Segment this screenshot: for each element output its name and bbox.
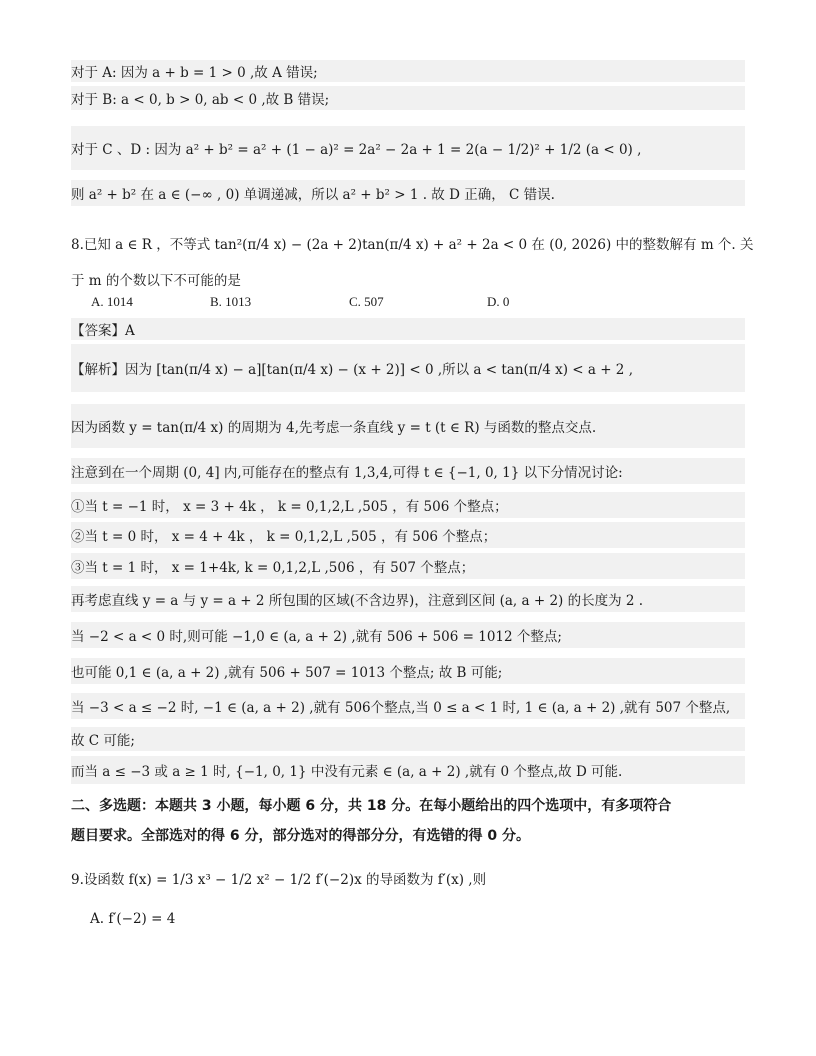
text: 当 −2 < a < 0 时,则可能 −1,0 ∈ (a, a + 2) ,就有 506 + 506 = 1012 个整点; bbox=[71, 629, 562, 645]
text: 【解析】因为 [tan(π/4 x) − a][tan(π/4 x) − (x + 2)] < 0 ,所以 a < tan(π/4 x) < a + 2 , bbox=[71, 362, 633, 378]
question-9-option-a[interactable] bbox=[90, 906, 764, 932]
text: 对于 A: 因为 a + b = 1 > 0 ,故 A 错误; bbox=[71, 65, 318, 81]
analysis-line-2 bbox=[71, 404, 745, 448]
text: 二、多选题：本题共 3 小题，每小题 6 分，共 18 分。在每小题给出的四个选项中，有多项符合 bbox=[71, 798, 672, 814]
analysis-line-3 bbox=[71, 458, 745, 484]
question-9-stem bbox=[71, 858, 745, 898]
text: 因为函数 y = tan(π/4 x) 的周期为 4,先考虑一条直线 y = t (t ∈ R) 与函数的整点交点. bbox=[71, 420, 597, 436]
text: 8.已知 a ∈ R ，不等式 tan²(π/4 x) − (2a + 2)tan(π/4 x) + a² + 2a < 0 在 (0, 2026) 中的整数解有 m 个. 关 bbox=[71, 237, 754, 253]
analysis-case-1 bbox=[71, 492, 745, 518]
analysis-line-4 bbox=[71, 586, 745, 612]
text: ①当 t = −1 时， x = 3 + 4k ， k = 0,1,2,L ,505 ，有 506 个整点； bbox=[71, 499, 508, 515]
option-c[interactable]: C. 507 bbox=[349, 294, 384, 309]
text: 题目要求。全部选对的得 6 分，部分选对的得部分分，有选错的得 0 分。 bbox=[71, 828, 530, 844]
option-d[interactable]: D. 0 bbox=[487, 294, 510, 309]
text: 对于 C 、D : 因为 a² + b² = a² + (1 − a)² = 2a² − 2a + 1 = 2(a − 1/2)² + 1/2 (a < 0) , bbox=[71, 142, 642, 158]
solution-line-conclusion bbox=[71, 180, 745, 206]
solution-line-b bbox=[71, 86, 745, 110]
text: 而当 a ≤ −3 或 a ≥ 1 时, {−1, 0, 1} 中没有元素 ∈ (a, a + 2) ,就有 0 个整点,故 D 可能. bbox=[71, 764, 623, 780]
analysis-line-8 bbox=[71, 727, 745, 751]
option-a[interactable]: A. 1014 bbox=[91, 294, 133, 309]
question-8-stem bbox=[71, 222, 754, 264]
analysis-line-5 bbox=[71, 622, 745, 648]
section-2-heading bbox=[71, 792, 745, 818]
analysis-line-6 bbox=[71, 658, 745, 684]
text: 则 a² + b² 在 a ∈ (−∞ , 0) 单调递减，所以 a² + b² > 1 . 故 D 正确， C 错误. bbox=[71, 187, 555, 203]
text: 于 m 的个数以下不可能的是 bbox=[71, 273, 241, 289]
text: 也可能 0,1 ∈ (a, a + 2) ,就有 506 + 507 = 1013 个整点; 故 B 可能; bbox=[71, 665, 503, 681]
answer-line bbox=[71, 318, 745, 340]
text: 9.设函数 f(x) = 1/3 x³ − 1/2 x² − 1/2 f′(−2)x 的导函数为 f′(x) ,则 bbox=[71, 872, 487, 888]
text: A. f′(−2) = 4 bbox=[90, 911, 176, 927]
solution-line-cd bbox=[71, 126, 745, 170]
question-8-stem-cont bbox=[71, 268, 745, 290]
text: 当 −3 < a ≤ −2 时, −1 ∈ (a, a + 2) ,就有 506个整点,当 0 ≤ a < 1 时, 1 ∈ (a, a + 2) ,就有 507 个整点, bbox=[71, 700, 731, 716]
analysis-line-7 bbox=[71, 693, 745, 719]
text: 注意到在一个周期 (0, 4] 内,可能存在的整点有 1,3,4,可得 t ∈ {−1, 0, 1} 以下分情况讨论: bbox=[71, 465, 623, 481]
text: ③当 t = 1 时， x = 1+4k, k = 0,1,2,L ,506 ，有 507 个整点； bbox=[71, 560, 475, 576]
text: 对于 B: a < 0, b > 0, ab < 0 ,故 B 错误; bbox=[71, 92, 330, 108]
option-b[interactable]: B. 1013 bbox=[210, 294, 252, 309]
analysis-case-2 bbox=[71, 522, 745, 548]
text: 故 C 可能; bbox=[71, 733, 135, 749]
analysis-line-9 bbox=[71, 756, 745, 784]
text: 再考虑直线 y = a 与 y = a + 2 所包围的区域(不含边界)，注意到区间 (a, a + 2) 的长度为 2 . bbox=[71, 593, 644, 609]
text: ②当 t = 0 时， x = 4 + 4k ， k = 0,1,2,L ,505 ，有 506 个整点； bbox=[71, 529, 497, 545]
analysis-case-3 bbox=[71, 553, 745, 579]
section-2-heading-cont bbox=[71, 822, 745, 848]
text: 【答案】A bbox=[71, 323, 135, 339]
analysis-line-1 bbox=[71, 344, 745, 392]
solution-line-a bbox=[71, 60, 745, 82]
